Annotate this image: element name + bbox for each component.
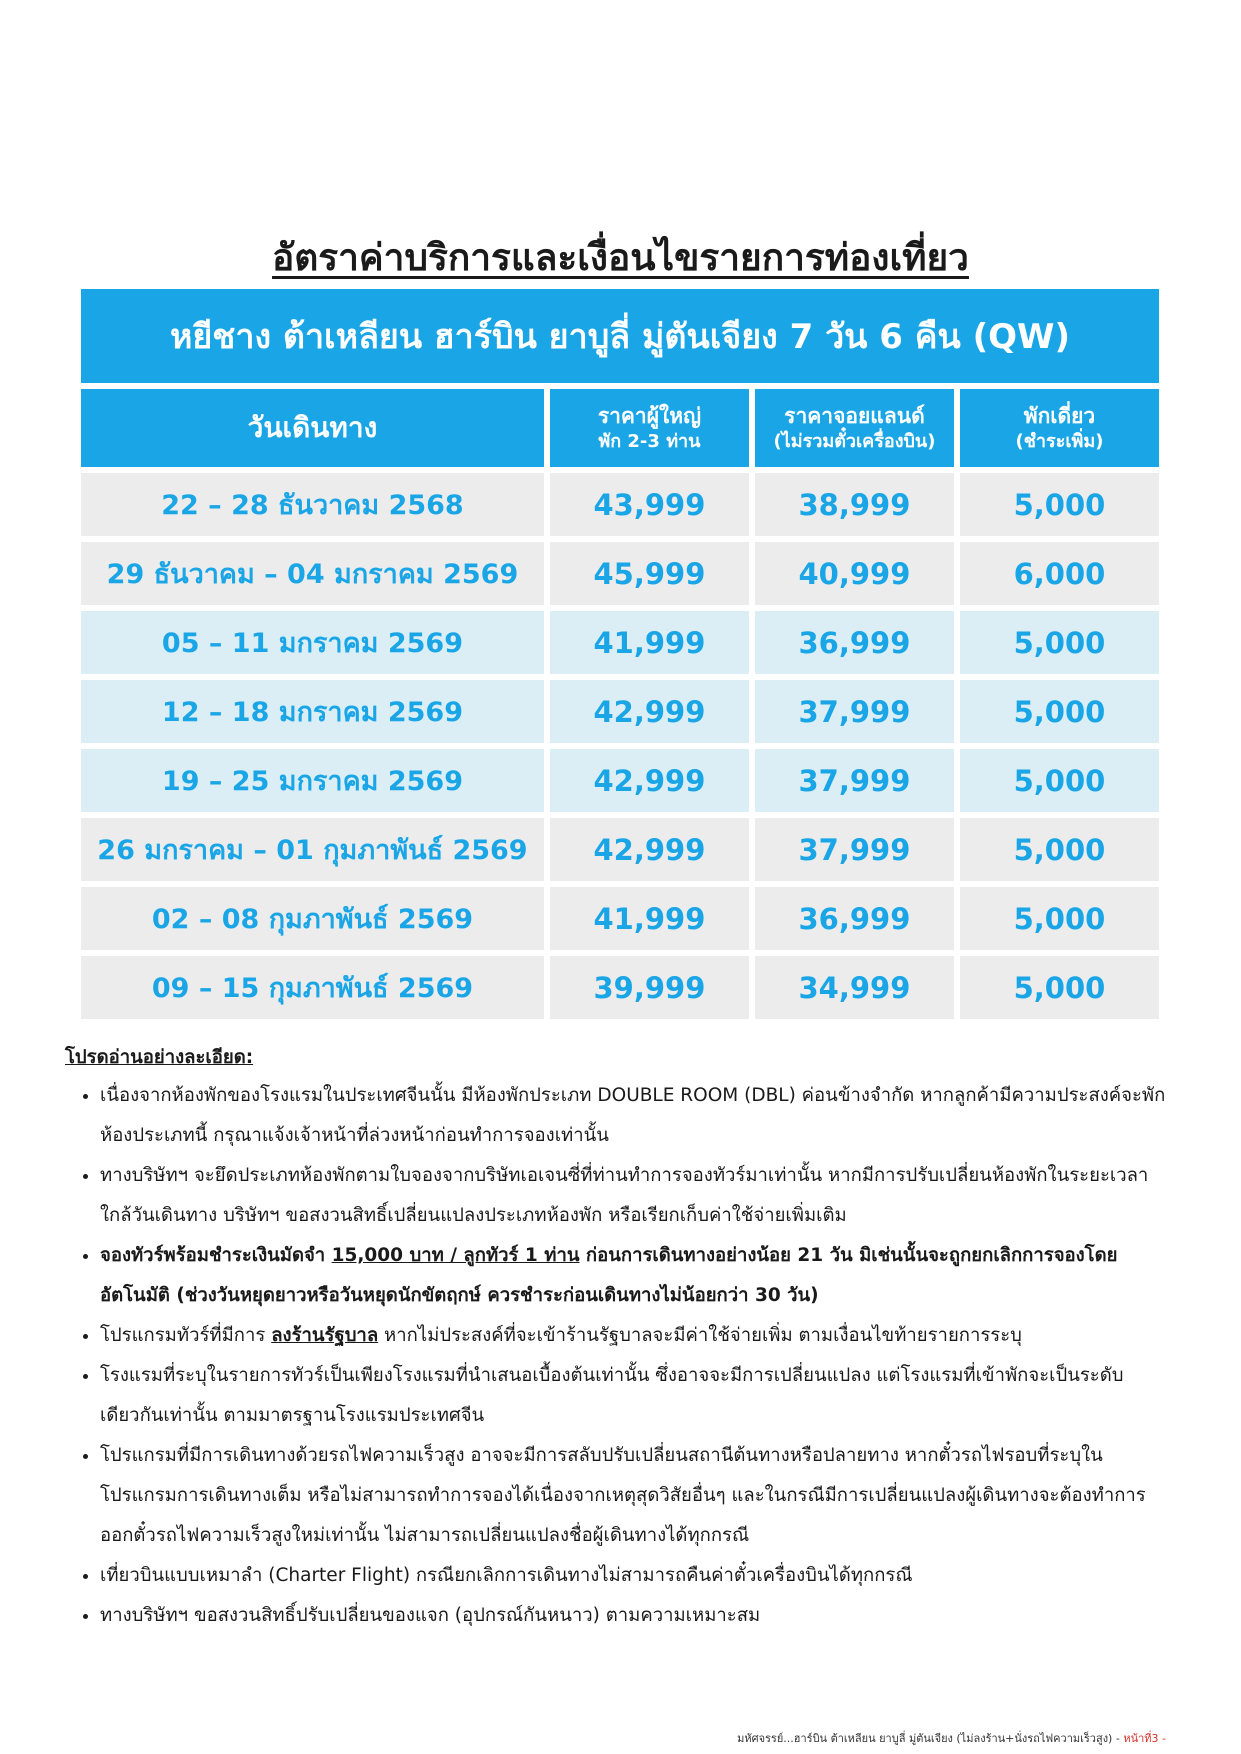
page-number: หน้าที่3 - xyxy=(1123,1732,1166,1745)
header-single-supplement-sub: (ชำระเพิ่ม) xyxy=(1015,431,1104,452)
header-date: วันเดินทาง xyxy=(81,389,544,467)
deposit-amount: 15,000 บาท / ลูกทัวร์ 1 ท่าน xyxy=(331,1245,580,1266)
table-row xyxy=(81,818,1159,881)
row-joinland-price: 36,999 xyxy=(755,887,954,950)
note-item: • โรงแรมที่ระบุในรายการทัวร์เป็นเพียงโรงแรมที่นำเสนอเบื้องต้นเท่านั้น ซึ่งอาจจะมีการเปลี่ยนแปลง แต่โรงแรมที่เข้าพักจะเป็นระดับเดียวกันเท่านั้น ตามมาตรฐานโรงแรมประเทศจีน xyxy=(100,1356,1177,1436)
note-item: • ทางบริษัทฯ ขอสงวนสิทธิ์ปรับเปลี่ยนของแจก (อุปกรณ์กันหนาว) ตามความเหมาะสม xyxy=(100,1596,1177,1636)
table-row xyxy=(81,611,1159,674)
row-single-supplement: 5,000 xyxy=(960,680,1159,743)
row-joinland-price: 40,999 xyxy=(755,542,954,605)
page-title: อัตราค่าบริการและเงื่อนไขรายการท่องเที่ยว xyxy=(272,236,969,279)
row-joinland-price: 37,999 xyxy=(755,818,954,881)
note-item: • เที่ยวบินแบบเหมาลำ (Charter Flight) กรณียกเลิกการเดินทางไม่สามารถคืนค่าตั๋วเครื่องบินได้ทุกกรณี xyxy=(100,1556,1177,1596)
note-item-government-shop xyxy=(100,1316,1177,1356)
row-adult-price: 42,999 xyxy=(550,680,749,743)
table-row xyxy=(81,542,1159,605)
header-joinland-price-label: ราคาจอยแลนด์ xyxy=(784,404,925,428)
note-item: • ทางบริษัทฯ จะยึดประเภทห้องพักตามใบจองจากบริษัทเอเจนซี่ที่ท่านทำการจองทัวร์มาเท่านั้น หากมีการปรับเปลี่ยนห้องพักในระยะเวลาใกล้วันเดินทาง บริษัทฯ ขอสงวนสิทธิ์เปลี่ยนแปลงประเภทห้องพัก หรือเรียกเก็บค่าใช้จ่ายเพิ่มเติม xyxy=(100,1156,1177,1236)
row-date: 02 – 08 กุมภาพันธ์ 2569 xyxy=(81,887,544,950)
notes-list xyxy=(65,1076,1177,1636)
row-joinland-price: 38,999 xyxy=(755,473,954,536)
note-text: จองทัวร์พร้อมชำระเงินมัดจำ xyxy=(100,1245,332,1266)
row-date: 09 – 15 กุมภาพันธ์ 2569 xyxy=(81,956,544,1019)
header-adult-price-label: ราคาผู้ใหญ่ xyxy=(597,404,702,428)
row-single-supplement: 5,000 xyxy=(960,887,1159,950)
table-row xyxy=(81,749,1159,812)
row-joinland-price: 37,999 xyxy=(755,749,954,812)
note-text: โปรแกรมทัวร์ที่มีการ xyxy=(100,1325,272,1346)
notes-section xyxy=(65,1040,1177,1636)
row-date: 12 – 18 มกราคม 2569 xyxy=(81,680,544,743)
table-row xyxy=(81,887,1159,950)
row-joinland-price: 34,999 xyxy=(755,956,954,1019)
row-single-supplement: 5,000 xyxy=(960,956,1159,1019)
row-adult-price: 42,999 xyxy=(550,818,749,881)
table-row xyxy=(81,680,1159,743)
table-row xyxy=(81,473,1159,536)
note-item-deposit xyxy=(100,1236,1177,1316)
government-shop-label: ลงร้านรัฐบาล xyxy=(271,1325,379,1346)
row-adult-price: 41,999 xyxy=(550,887,749,950)
row-date: 05 – 11 มกราคม 2569 xyxy=(81,611,544,674)
note-item: • โปรแกรมที่มีการเดินทางด้วยรถไฟความเร็วสูง อาจจะมีการสลับปรับเปลี่ยนสถานีต้นทางหรือปลายทาง หากตั๋วรถไฟรอบที่ระบุในโปรแกรมการเดินทางเต็ม หรือไม่สามารถทำการจองได้เนื่องจากเหตุสุดวิสัยอื่นๆ และในกรณีมีการเปลี่ยนแปลงผู้เดินทางจะต้องทำการออกตั๋วรถไฟความเร็วสูงใหม่เท่านั้น ไม่สามารถเปลี่ยนแปลงชื่อผู้เดินทางได้ทุกกรณี xyxy=(100,1436,1177,1556)
row-date: 22 – 28 ธันวาคม 2568 xyxy=(81,473,544,536)
row-joinland-price: 37,999 xyxy=(755,680,954,743)
row-date: 26 มกราคม – 01 กุมภาพันธ์ 2569 xyxy=(81,818,544,881)
row-single-supplement: 6,000 xyxy=(960,542,1159,605)
footer-text: มหัศจรรย์...ฮาร์บิน ต้าเหลียน ยาบูลี่ มู่ตันเจียง (ไม่ลงร้าน+นั่งรถไฟความเร็วสูง) - xyxy=(737,1732,1124,1745)
header-joinland-price-sub: (ไม่รวมตั๋วเครื่องบิน) xyxy=(773,431,936,452)
row-single-supplement: 5,000 xyxy=(960,818,1159,881)
row-date: 19 – 25 มกราคม 2569 xyxy=(81,749,544,812)
note-item: • เนื่องจากห้องพักของโรงแรมในประเทศจีนนั้น มีห้องพักประเภท DOUBLE ROOM (DBL) ค่อนข้างจำกัด หากลูกค้ามีความประสงค์จะพักห้องประเภทนี้ กรุณาแจ้งเจ้าหน้าที่ล่วงหน้าก่อนทำการจองเท่านั้น xyxy=(100,1076,1177,1156)
row-adult-price: 45,999 xyxy=(550,542,749,605)
note-text: หากไม่ประสงค์ที่จะเข้าร้านรัฐบาลจะมีค่าใช้จ่ายเพิ่ม ตามเงื่อนไขท้ายรายการระบุ xyxy=(378,1325,1022,1346)
row-adult-price: 42,999 xyxy=(550,749,749,812)
header-single-supplement-label: พักเดี่ยว xyxy=(1023,404,1096,428)
price-table xyxy=(75,283,1165,1025)
row-single-supplement: 5,000 xyxy=(960,473,1159,536)
header-adult-price-sub: พัก 2-3 ท่าน xyxy=(598,431,701,452)
notes-heading: โปรดอ่านอย่างละเอียด: xyxy=(65,1047,254,1068)
tour-banner-row xyxy=(81,289,1159,383)
page-footer xyxy=(737,1729,1166,1747)
header-single-supplement xyxy=(960,389,1159,467)
table-row xyxy=(81,956,1159,1019)
row-adult-price: 43,999 xyxy=(550,473,749,536)
header-adult-price xyxy=(550,389,749,467)
note-text: ก่อนการเดินทางอย่างน้อย 21 วัน มิเช่นนั้นจะถูกยกเลิกการจองโดยอัตโนมัติ (ช่วงวันหยุดยาวหรือวันหยุดนักขัตฤกษ์ ควรชำระก่อนเดินทางไม่น้อยกว่า 30 วัน) xyxy=(100,1245,1118,1306)
row-single-supplement: 5,000 xyxy=(960,749,1159,812)
row-adult-price: 41,999 xyxy=(550,611,749,674)
row-joinland-price: 36,999 xyxy=(755,611,954,674)
header-joinland-price xyxy=(755,389,954,467)
row-date: 29 ธันวาคม – 04 มกราคม 2569 xyxy=(81,542,544,605)
table-header-row xyxy=(81,389,1159,467)
row-adult-price: 39,999 xyxy=(550,956,749,1019)
row-single-supplement: 5,000 xyxy=(960,611,1159,674)
tour-title: หยีชาง ต้าเหลียน ฮาร์บิน ยาบูลี่ มู่ตันเจียง 7 วัน 6 คืน (QW) xyxy=(81,289,1159,383)
